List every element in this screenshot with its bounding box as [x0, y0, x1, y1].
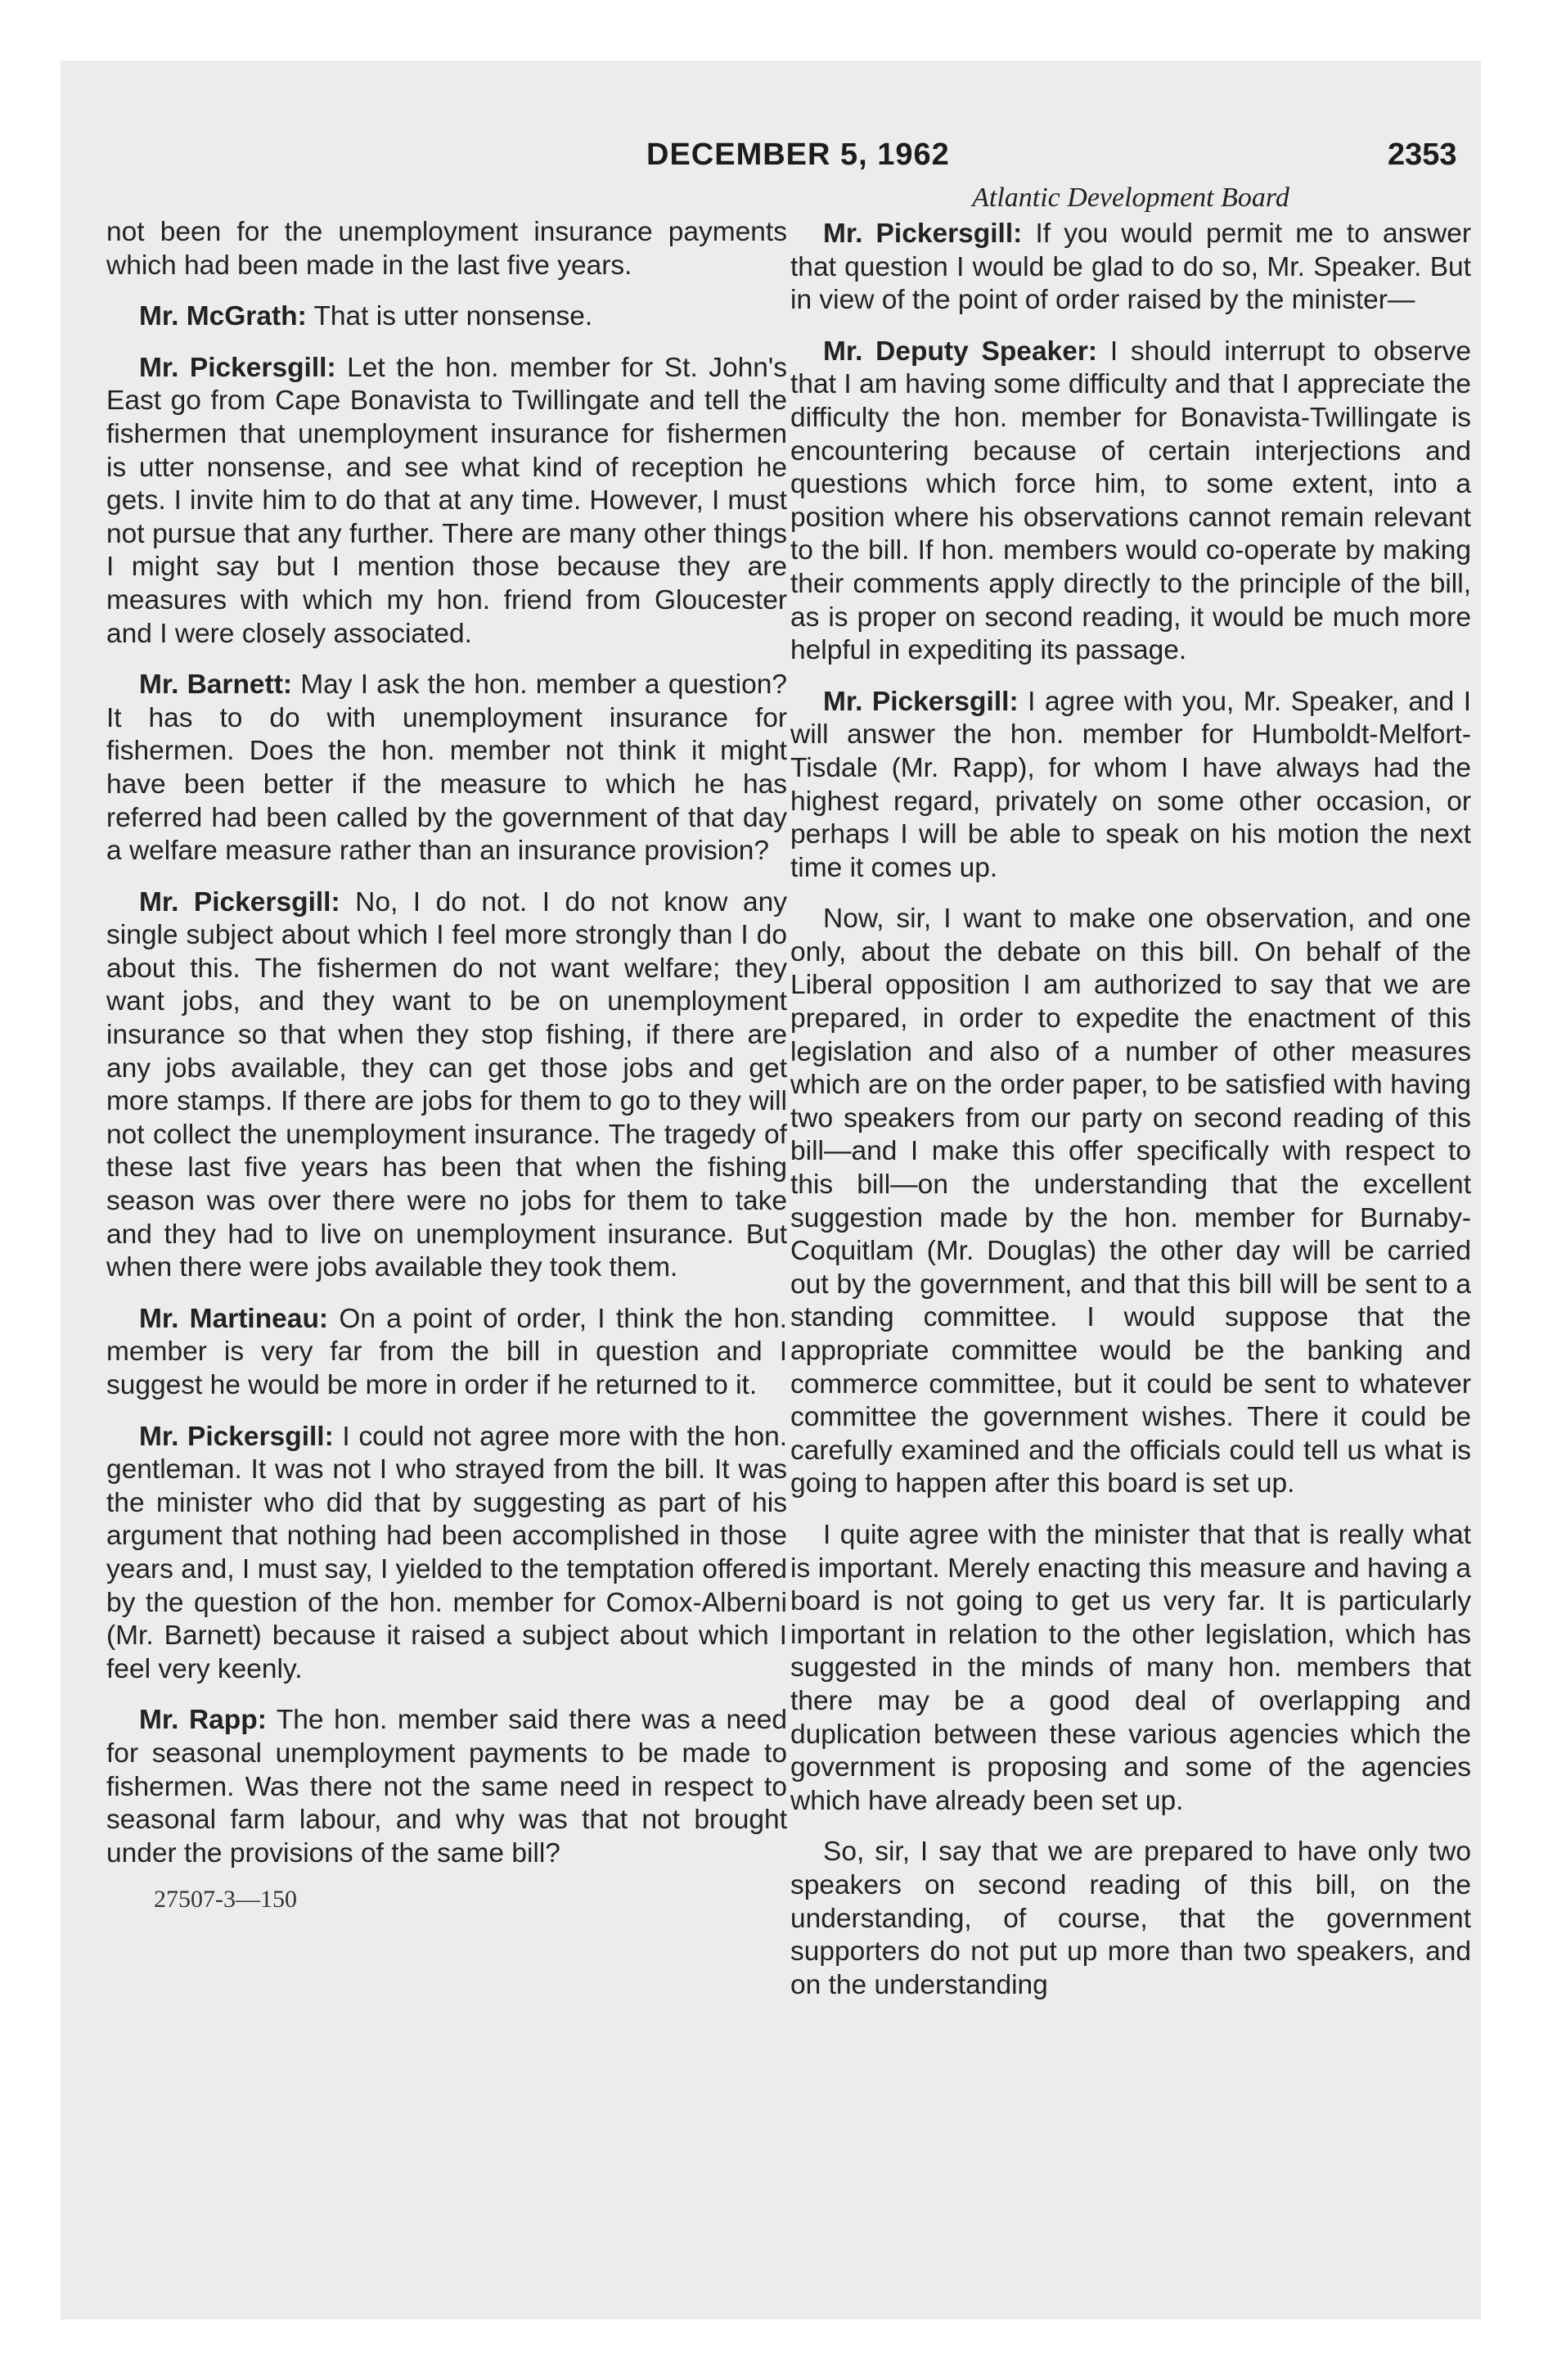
speaker-name: Mr. Pickersgill: — [139, 352, 336, 383]
header-date: DECEMBER 5, 1962 — [646, 137, 950, 172]
paragraph-text: I could not agree more with the hon. gentleman. It was not I who strayed from the bill. It was the minister who did that by suggesting as part of his argument that nothing had been accomplished in those years and, I must say, I yielded to the temptation offered by the question of the hon. member for Comox-Alberni (Mr. Barnett) because it raised a subject about which I feel very keenly. — [106, 1421, 788, 1684]
footer-note: 27507-3—150 — [154, 1886, 297, 1913]
paragraph-text: If you would permit me to answer that question I would be glad to do so, Mr. Speaker. But in view of the point of order raised by the minister— — [790, 219, 1471, 316]
paragraph — [106, 669, 787, 868]
speaker-name: Mr. Barnett: — [139, 669, 293, 701]
paragraph — [790, 686, 1471, 886]
paragraph-text: I should interrupt to observe that I am having some difficulty and that I appreciate the difficulty the hon. member for Bonavista-Twillingate is encountering because of certain interjections and questions which force him, to some extent, into a position where his observations cannot remain relevant to the bill. If hon. members would co-operate by making their comments apply directly to the principle of the bill, as is proper on second reading, it would be much more helpful in expediting its passage. — [790, 336, 1471, 666]
paragraph — [790, 336, 1471, 668]
paragraph — [790, 1519, 1471, 1818]
speaker-name: Mr. Pickersgill: — [823, 686, 1019, 717]
speaker-name: Mr. Deputy Speaker: — [823, 336, 1098, 367]
speaker-name: Mr. Martineau: — [139, 1303, 329, 1334]
speaker-name: Mr. Rapp: — [139, 1705, 267, 1736]
right-column — [790, 182, 1471, 2020]
page-scan — [61, 61, 1481, 2319]
paragraph-text: not been for the unemployment insurance payments which had been made in the last five years. — [106, 217, 787, 281]
paragraph — [106, 1303, 787, 1403]
paragraph-text: May I ask the hon. member a question? It has to do with unemployment insurance for fishermen. Does the hon. member not think it might have been better if the measure to which he has referred had been called by the government of that day a welfare measure rather than an insurance provision? — [106, 669, 787, 867]
paragraph — [106, 1421, 787, 1687]
paragraph-text: I quite agree with the minister that that is really what is important. Merely enacting this measure and having a board is not going to get us very far. It is particularly important in relation to the other legislation, which has suggested in the minds of many hon. members that there may be a good deal of overlapping and duplication between these various agencies which the government is proposing and some of the agencies which have already been set up. — [790, 1519, 1471, 1816]
paragraph-text: So, sir, I say that we are prepared to have only two speakers on second reading of this bill, on the understanding, of course, that the government supporters do not put up more than two speakers, and on the understanding — [790, 1837, 1471, 2000]
speaker-name: Mr. Pickersgill: — [139, 1421, 334, 1452]
paragraph — [106, 216, 787, 282]
paragraph-text: Now, sir, I want to make one observation, and one only, about the debate on this bill. On behalf of the Liberal opposition I am authorized to say that we are prepared, in order to expedite the enactment of this legislation and also of a number of other measures which are on the order paper, to be satisfied with having two speakers from our party on second reading of this bill—and I make this offer specifically with respect to this bill—on the understanding that the excellent suggestion made by the hon. member for Burnaby-Coquitlam (Mr. Douglas) the other day will be carried out by the government, and that this bill will be sent to a standing committee. I would suppose that the appropriate committee would be the banking and commerce committee, but it could be sent to whatever committee the government wishes. There it could be carefully examined and the officials could tell us what is going to happen after this board is set up. — [790, 904, 1471, 1499]
section-title: Atlantic Development Board — [972, 183, 1289, 213]
paragraph-text: No, I do not. I do not know any single subject about which I feel more strongly than I do about this. The fishermen do not want welfare; they want jobs, and they want to be on unemployment insurance so that when they stop fishing, if there are any jobs available, they can get those jobs and get more stamps. If there are jobs for them to go to they will not collect the unemployment insurance. The tragedy of these last five years has been that when the fishing season was over there were no jobs for them to take and they had to live on unemployment insurance. But when there were jobs available they took them. — [106, 886, 787, 1283]
paragraph — [106, 352, 787, 651]
paragraph — [106, 1704, 787, 1870]
speaker-name: Mr. McGrath: — [139, 301, 307, 332]
paragraph — [790, 218, 1471, 318]
paragraph — [106, 300, 787, 334]
paragraph-text: The hon. member said there was a need for seasonal unemployment payments to be made to fishermen. Was there not the same need in respect to seasonal farm labour, and why was that not brought under the provisions of the same bill? — [106, 1705, 787, 1868]
paragraph — [790, 1836, 1471, 2002]
paragraph — [790, 903, 1471, 1501]
paragraph — [106, 886, 787, 1285]
speaker-name: Mr. Pickersgill: — [823, 219, 1023, 249]
page-number: 2353 — [1388, 137, 1457, 172]
speaker-name: Mr. Pickersgill: — [139, 886, 340, 917]
left-column — [106, 216, 787, 1917]
page-header — [61, 137, 1481, 187]
paragraph-text: On a point of order, I think the hon. member is very far from the bill in question and I suggest he would be more in order if he returned to it. — [106, 1303, 787, 1400]
paragraph-text: Let the hon. member for St. John's East go from Cape Bonavista to Twillingate and tell the fishermen that unemployment insurance for fishermen is utter nonsense, and see what kind of reception he gets. I invite him to do that at any time. However, I must not pursue that any further. There are many other things I might say but I mention those because they are measures with which my hon. friend from Gloucester and I were closely associated. — [106, 352, 788, 649]
paragraph-text: I agree with you, Mr. Speaker, and I will answer the hon. member for Humboldt-Melfort-Tisdale (Mr. Rapp), for whom I have always had the highest regard, privately on some other occasion, or perhaps I will be able to speak on his motion the next time it comes up. — [790, 686, 1471, 883]
paragraph-text: That is utter nonsense. — [313, 301, 593, 332]
